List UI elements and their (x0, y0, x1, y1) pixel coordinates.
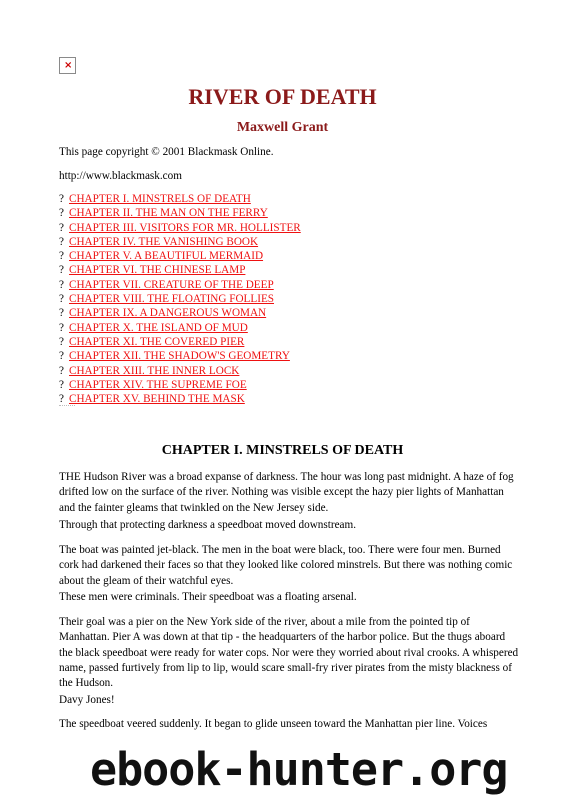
toc-link[interactable]: CHAPTER I. MINSTRELS OF DEATH (69, 193, 251, 205)
toc-item (59, 206, 301, 220)
chapter-paragraph: These men were criminals. Their speedboat was a floating arsenal. (59, 591, 357, 603)
toc-link[interactable]: CHAPTER XV. BEHIND THE MASK (69, 393, 245, 406)
chapter-paragraph: The boat was painted jet-black. The men in the boat were black, too. There were four men. Burned cork had darkened their faces so that they looked like colored minstrels. But there was nothing comic about the gleam of their watchful eyes. (59, 544, 513, 587)
toc-link[interactable]: CHAPTER V. A BEAUTIFUL MERMAID (69, 250, 264, 263)
chapter-paragraph: Through that protecting darkness a speedboat moved downstream. (59, 519, 357, 531)
toc-item (59, 378, 301, 392)
chapter-paragraph: The speedboat veered suddenly. It began to glide unseen toward the Manhattan pier line. Voices (59, 718, 488, 730)
toc-link[interactable]: CHAPTER XIII. THE INNER LOCK (69, 364, 240, 377)
toc-item (59, 278, 301, 292)
toc-bullet: ? (59, 221, 64, 234)
toc-bullet: ? (59, 393, 64, 406)
book-author: Maxwell Grant (236, 120, 329, 135)
watermark: ebook-hunter.org (90, 743, 508, 796)
table-of-contents (59, 192, 301, 406)
toc-link[interactable]: CHAPTER VIII. THE FLOATING FOLLIES (69, 293, 274, 306)
toc-link[interactable]: CHAPTER XII. THE SHADOW'S GEOMETRY (69, 350, 290, 363)
toc-bullet: ? (59, 235, 64, 248)
book-title: RIVER OF DEATH (188, 84, 377, 109)
toc-link[interactable]: CHAPTER IX. A DANGEROUS WOMAN (69, 307, 267, 320)
toc-bullet: ? (59, 321, 64, 334)
toc-item (59, 364, 301, 378)
toc-link[interactable]: CHAPTER III. VISITORS FOR MR. HOLLISTER (69, 221, 301, 234)
toc-bullet: ? (59, 207, 64, 220)
toc-item (59, 192, 301, 206)
toc-bullet: ? (59, 193, 64, 205)
copyright-line: This page copyright © 2001 Blackmask Online. (59, 146, 274, 158)
toc-link[interactable]: CHAPTER VI. THE CHINESE LAMP (69, 264, 246, 277)
chapter-paragraph: Davy Jones! (59, 694, 115, 706)
chapter-paragraph: THE Hudson River was a broad expanse of darkness. The hour was long past midnight. A haze of fog drifted low on the surface of the river. Nothing was visible except the hazy pier lights of Manhattan and the fainter gleams that twinkled on the New Jersey side. (59, 471, 514, 514)
toc-item (59, 321, 301, 335)
toc-link[interactable]: CHAPTER X. THE ISLAND OF MUD (69, 321, 248, 334)
toc-item (59, 235, 301, 249)
toc-item (59, 335, 301, 349)
toc-bullet: ? (59, 307, 64, 320)
toc-item (59, 221, 301, 235)
source-url: http://www.blackmask.com (59, 170, 182, 182)
toc-bullet: ? (59, 335, 64, 348)
broken-image-icon: × (59, 57, 76, 74)
chapter-heading: CHAPTER I. MINSTRELS OF DEATH (161, 443, 404, 458)
toc-link[interactable]: CHAPTER IV. THE VANISHING BOOK (69, 235, 259, 248)
toc-link[interactable]: CHAPTER XIV. THE SUPREME FOE (69, 378, 247, 391)
toc-item (59, 249, 301, 263)
toc-bullet: ? (59, 264, 64, 277)
toc-item (59, 263, 301, 277)
toc-bullet: ? (59, 250, 64, 263)
chapter-paragraph: Their goal was a pier on the New York side of the river, about a mile from the pointed tip of Manhattan. Pier A was down at that tip - the headquarters of the harbor police. But the thugs aboard the black speedboat were ready for water cops. Nor were they worried about rival crooks. A whispered name, passed furtively from lip to lip, would scare small-fry river pirates from the misty blackness of the Hudson. (59, 616, 519, 690)
toc-bullet: ? (59, 293, 64, 306)
toc-bullet: ? (59, 278, 64, 291)
toc-divider (59, 405, 75, 409)
toc-item (59, 349, 301, 363)
toc-bullet: ? (59, 378, 64, 391)
toc-link[interactable]: CHAPTER II. THE MAN ON THE FERRY (69, 207, 268, 220)
toc-item (59, 392, 301, 406)
toc-link[interactable]: CHAPTER VII. CREATURE OF THE DEEP (69, 278, 274, 291)
toc-item (59, 292, 301, 306)
toc-bullet: ? (59, 364, 64, 377)
toc-item (59, 306, 301, 320)
toc-bullet: ? (59, 350, 64, 363)
toc-link[interactable]: CHAPTER XI. THE COVERED PIER (69, 335, 245, 348)
